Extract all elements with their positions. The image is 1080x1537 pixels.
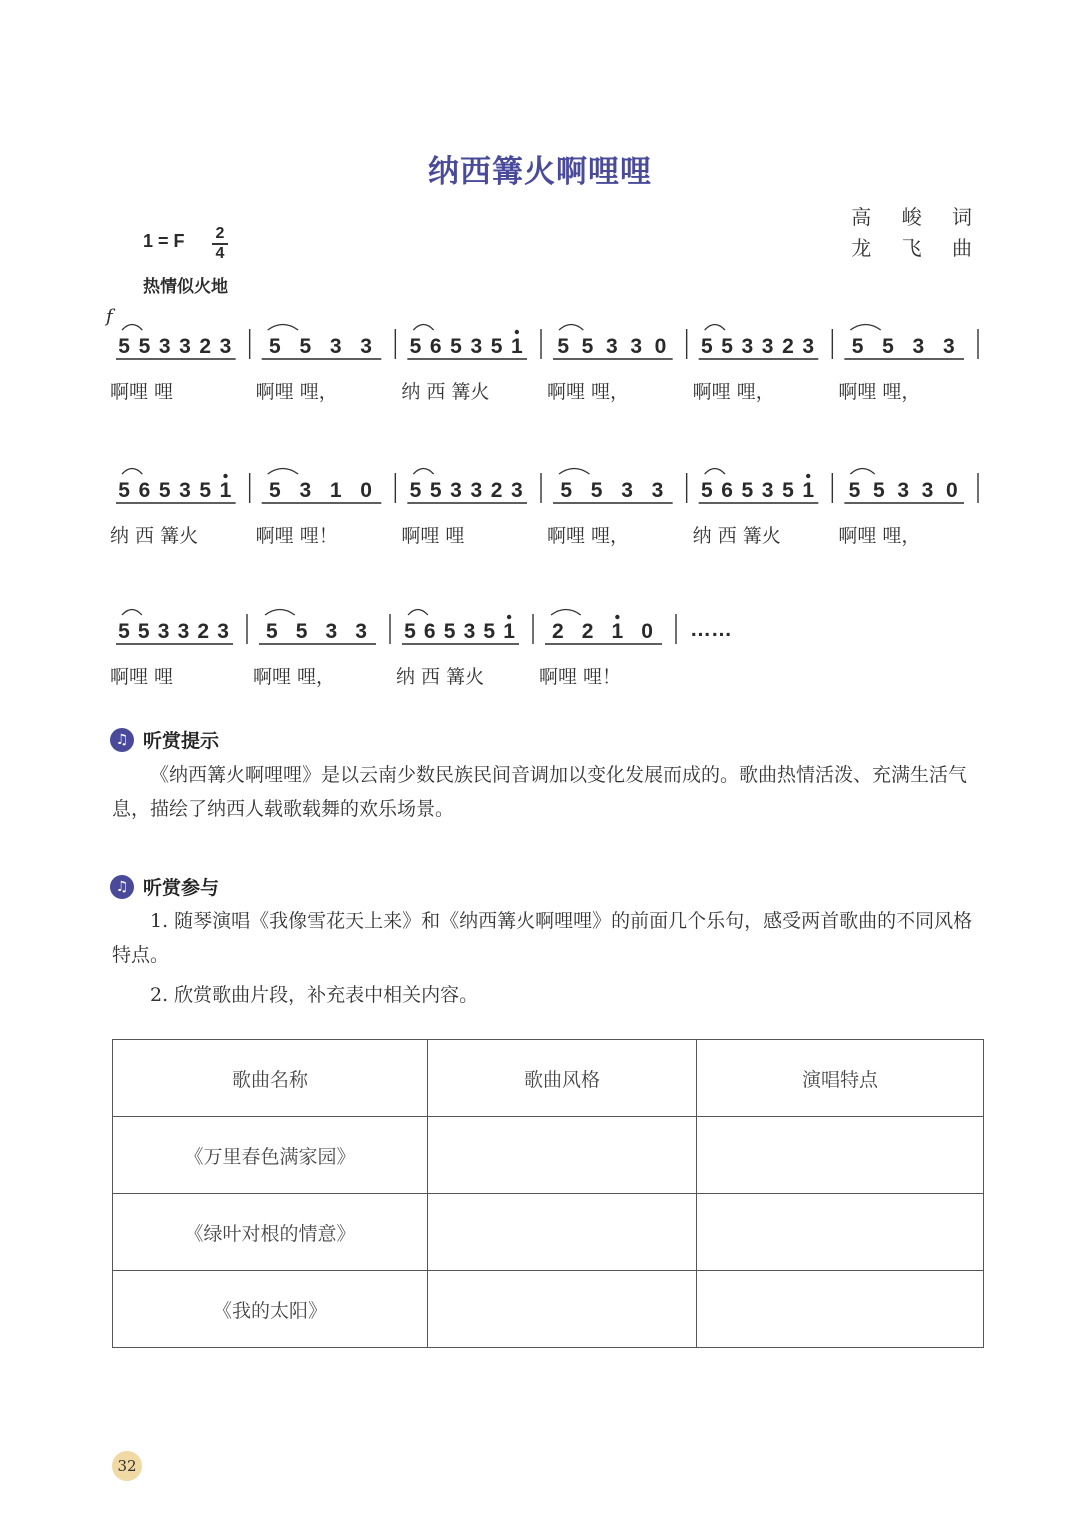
page-number: 32	[112, 1451, 142, 1481]
table-row	[113, 1117, 984, 1194]
participation-item-2: 2. 欣赏歌曲片段，补充表中相关内容。	[150, 984, 479, 1006]
note: 1	[611, 620, 624, 643]
note: 5	[266, 620, 278, 643]
note: 5	[443, 620, 456, 643]
note: 3	[179, 335, 191, 358]
note: 5	[404, 620, 416, 643]
slur	[850, 325, 880, 331]
note: 3	[177, 620, 190, 643]
note: 3	[605, 335, 618, 358]
listening-participation-title: 听赏参与	[143, 877, 220, 899]
note: 3	[651, 479, 664, 502]
slur	[408, 610, 428, 616]
song-style-cell[interactable]	[428, 1117, 697, 1194]
slur	[122, 325, 142, 331]
note: 3	[621, 479, 633, 502]
song-comparison-table	[112, 1039, 984, 1348]
continuation-ellipsis: ……	[690, 618, 732, 641]
note: 3	[450, 479, 462, 502]
note: 5	[295, 620, 308, 643]
note: 5	[490, 335, 503, 358]
note: 1	[511, 335, 523, 358]
key-signature: 1 = F	[143, 231, 185, 251]
lyric: 啊哩 哩，	[547, 525, 630, 547]
note: 5	[700, 479, 713, 502]
slur	[268, 325, 298, 331]
lyric: 啊哩 哩，	[838, 525, 921, 547]
note: 3	[299, 479, 312, 502]
note: 5	[590, 479, 603, 502]
note: 3	[741, 335, 754, 358]
note: 3	[511, 479, 523, 502]
note: 5	[560, 479, 573, 502]
slur	[559, 469, 589, 475]
note: 5	[118, 335, 130, 358]
note: 6	[423, 620, 436, 643]
note: 3	[219, 335, 232, 358]
slur	[705, 325, 725, 331]
singing-features-cell[interactable]	[697, 1194, 984, 1271]
note: 3	[630, 335, 643, 358]
slur	[122, 469, 142, 475]
table-header-row	[113, 1040, 984, 1117]
note: 3	[761, 335, 774, 358]
high-octave-dot	[806, 474, 810, 478]
high-octave-dot	[615, 615, 619, 619]
listening-participation-heading	[110, 873, 219, 900]
note: 1	[219, 479, 232, 502]
note: 5	[299, 335, 312, 358]
song-name-cell: 《我的太阳》	[113, 1271, 428, 1348]
high-octave-dot	[507, 615, 511, 619]
note: 6	[721, 479, 733, 502]
high-octave-dot	[223, 474, 227, 478]
lyric: 纳 西 篝火	[692, 525, 781, 547]
header-song-style: 歌曲风格	[428, 1040, 697, 1117]
lyric: 啊哩 哩，	[253, 666, 336, 688]
note: 2	[199, 335, 212, 358]
note: 1	[329, 479, 342, 502]
header-singing-features: 演唱特点	[697, 1040, 984, 1117]
note: 5	[700, 335, 713, 358]
lyric: 啊哩 哩	[110, 666, 174, 688]
lyric: 啊哩 哩，	[547, 381, 630, 403]
table-row	[113, 1194, 984, 1271]
lyric: 啊哩 哩！	[539, 666, 622, 688]
slur	[705, 469, 725, 475]
participation-item-1: 1. 随琴演唱《我像雪花天上来》和《纳西篝火啊哩哩》的前面几个乐句，感受两首歌曲的不同风格特点。	[112, 910, 973, 966]
composer-credit: 龙 飞 曲	[851, 236, 984, 260]
note: 5	[409, 335, 422, 358]
lyric: 啊哩 哩！	[255, 525, 338, 547]
note: 5	[429, 479, 442, 502]
slur	[559, 325, 583, 331]
listening-tips-title: 听赏提示	[143, 730, 220, 752]
note: 5	[137, 620, 150, 643]
lyricist-credit: 高 峻 词	[851, 205, 984, 229]
note: 5	[581, 335, 594, 358]
note: 5	[450, 335, 462, 358]
note: 5	[199, 479, 212, 502]
note: 3	[897, 479, 910, 502]
note: 3	[158, 335, 171, 358]
slur	[850, 469, 874, 475]
lyric: 啊哩 哩，	[692, 381, 775, 403]
note: 6	[138, 479, 151, 502]
note: 5	[138, 335, 151, 358]
note: 5	[118, 479, 130, 502]
note: 5	[851, 335, 864, 358]
dynamic-marking: f	[106, 306, 113, 327]
note: 3	[761, 479, 774, 502]
jianpu-score	[0, 0, 1080, 720]
note: 3	[360, 335, 372, 358]
note: 1	[503, 620, 515, 643]
note: 3	[355, 620, 367, 643]
note: 3	[463, 620, 476, 643]
note: 5	[118, 620, 130, 643]
header-song-name: 歌曲名称	[113, 1040, 428, 1117]
lyric: 纳 西 篝火	[396, 666, 485, 688]
note: 3	[179, 479, 191, 502]
note: 5	[741, 479, 754, 502]
note: 0	[641, 620, 653, 643]
meter-top: 2	[215, 225, 225, 242]
meter-bottom: 4	[215, 245, 225, 262]
note: 6	[429, 335, 442, 358]
lyric: 纳 西 篝火	[110, 525, 199, 547]
song-style-cell[interactable]	[428, 1194, 697, 1271]
note: 3	[325, 620, 338, 643]
note: 0	[945, 479, 958, 502]
slur	[551, 610, 581, 616]
note: 1	[802, 479, 815, 502]
song-name-cell: 《绿叶对根的情意》	[113, 1194, 428, 1271]
note: 5	[721, 335, 733, 358]
note: 3	[921, 479, 934, 502]
note: 5	[557, 335, 570, 358]
note: 2	[490, 479, 503, 502]
lyric: 纳 西 篝火	[401, 381, 490, 403]
lyric: 啊哩 哩	[401, 525, 465, 547]
note: 5	[782, 479, 794, 502]
note: 2	[197, 620, 210, 643]
slur	[265, 610, 295, 616]
song-name-cell: 《万里春色满家园》	[113, 1117, 428, 1194]
high-octave-dot	[515, 330, 519, 334]
table-row	[113, 1271, 984, 1348]
listening-tips-text: 《纳西篝火啊哩哩》是以云南少数民族民间音调加以变化发展而成的。歌曲热情活泼、充满生活气息，描绘了纳西人载歌载舞的欢乐场景。	[112, 764, 968, 820]
note: 3	[470, 479, 483, 502]
music-note-icon: ♫	[110, 875, 134, 899]
listening-tips-heading	[110, 726, 219, 753]
lyric: 啊哩 哩	[110, 381, 174, 403]
note: 3	[802, 335, 815, 358]
slur	[413, 325, 433, 331]
note: 5	[483, 620, 496, 643]
singing-features-cell[interactable]	[697, 1271, 984, 1348]
note: 5	[872, 479, 885, 502]
slur	[122, 610, 142, 616]
note: 3	[329, 335, 342, 358]
song-style-cell[interactable]	[428, 1271, 697, 1348]
note: 2	[782, 335, 794, 358]
note: 3	[912, 335, 925, 358]
note: 5	[848, 479, 861, 502]
note: 5	[882, 335, 894, 358]
slur	[268, 469, 298, 475]
slur	[413, 469, 433, 475]
note: 5	[409, 479, 422, 502]
note: 0	[360, 479, 372, 502]
note: 2	[552, 620, 564, 643]
note: 3	[157, 620, 170, 643]
note: 5	[269, 479, 281, 502]
tempo-marking: 热情似火地	[143, 277, 228, 297]
note: 5	[158, 479, 171, 502]
note: 3	[470, 335, 483, 358]
note: 2	[581, 620, 594, 643]
lyric: 啊哩 哩，	[838, 381, 921, 403]
music-note-icon: ♫	[110, 728, 134, 752]
note: 3	[942, 335, 955, 358]
note: 5	[269, 335, 281, 358]
song-title: 纳西篝火啊哩哩	[428, 154, 652, 190]
singing-features-cell[interactable]	[697, 1117, 984, 1194]
note: 3	[217, 620, 229, 643]
lyric: 啊哩 哩，	[255, 381, 338, 403]
note: 0	[654, 335, 667, 358]
